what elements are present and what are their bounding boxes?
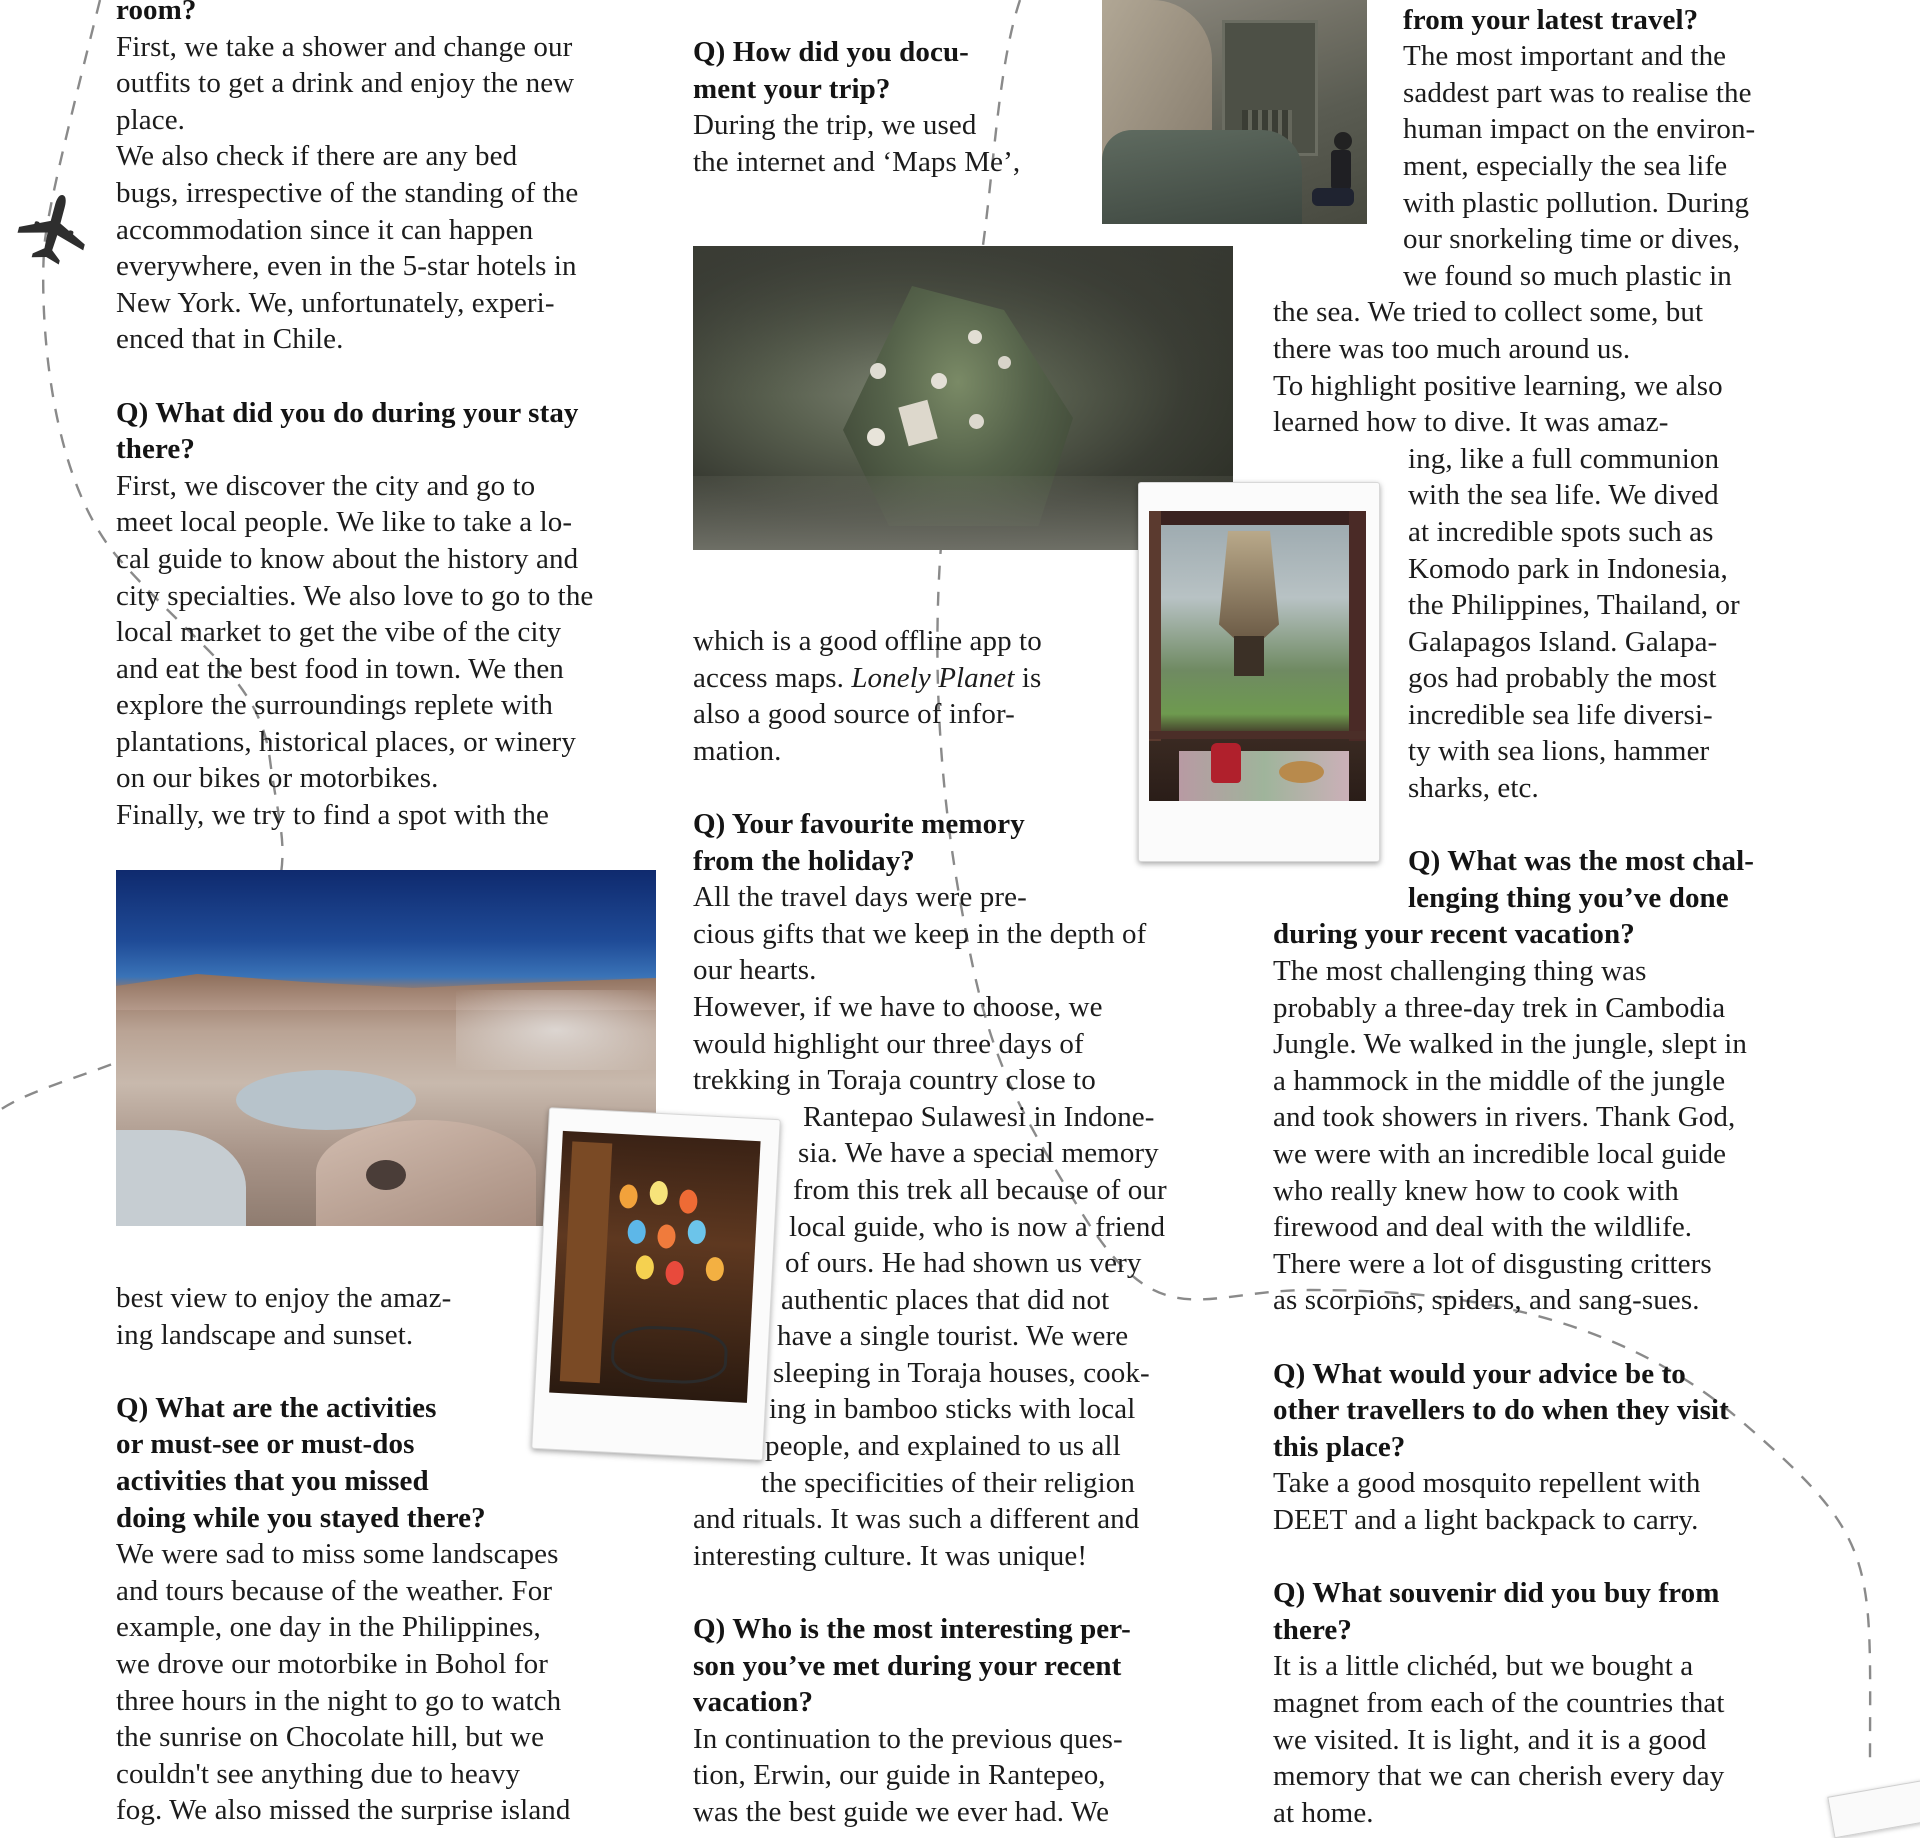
answer-line	[693, 1282, 1253, 1319]
answer-line	[693, 1721, 1253, 1758]
line-text: Rantepao Sulawesi in Indone-	[803, 1100, 1155, 1133]
line-text: Komodo park in Indonesia,	[1408, 552, 1728, 585]
answer-line	[1273, 221, 1833, 258]
line-text: Galapagos Island. Galapa-	[1408, 625, 1718, 658]
answer-line	[116, 468, 676, 505]
line-text: during your recent vacation?	[1273, 918, 1635, 951]
line-text: outfits to get a drink and enjoy the new	[116, 67, 575, 100]
answer-line	[1273, 331, 1833, 368]
line-text: was the best guide we ever had. We	[693, 1796, 1110, 1828]
paragraph-gap	[1273, 1319, 1833, 1356]
column-1-top	[116, 0, 676, 834]
airplane-icon	[14, 188, 94, 268]
line-text: memory that we can cherish every day	[1273, 1760, 1725, 1793]
line-text: or must-see or must-dos	[116, 1428, 415, 1461]
question-line	[1273, 1612, 1833, 1649]
answer-line	[693, 1391, 1253, 1428]
line-text: and took showers in rivers. Thank God,	[1273, 1101, 1736, 1134]
line-text: Q) What was the most chal-	[1408, 845, 1755, 878]
line-text: Q) Who is the most interesting per-	[693, 1613, 1131, 1646]
line-text: The most important and the	[1403, 40, 1727, 73]
answer-line	[693, 1794, 1253, 1831]
answer-line	[1273, 990, 1833, 1027]
photo-temple-ruins	[1102, 0, 1367, 224]
line-text: and eat the best food in town. We then	[116, 652, 564, 685]
paragraph-gap	[1273, 1539, 1833, 1576]
line-text: we found so much plastic in	[1403, 259, 1732, 292]
line-text: saddest part was to realise the	[1403, 76, 1752, 109]
answer-line	[1273, 1502, 1833, 1539]
line-text: cal guide to know about the history and	[116, 542, 579, 575]
line-text: plantations, historical places, or winery	[116, 725, 576, 758]
answer-line	[1273, 258, 1833, 295]
line-text: ing landscape and sunset.	[116, 1318, 414, 1351]
line-text: as scorpions, spiders, and sang-sues.	[1273, 1284, 1700, 1317]
line-text: son you’ve met during your recent	[693, 1649, 1122, 1682]
answer-line	[116, 1573, 676, 1610]
line-text: our snorkeling time or dives,	[1403, 223, 1741, 256]
line-text: who really knew how to cook with	[1273, 1174, 1679, 1207]
answer-line	[1273, 1758, 1833, 1795]
question-line	[116, 0, 676, 29]
answer-line	[116, 29, 676, 66]
line-text: Q) Your favourite memory	[693, 807, 1025, 840]
answer-line	[693, 107, 1133, 144]
line-text: city specialties. We also love to go to the	[116, 579, 594, 612]
answer-line	[116, 102, 676, 139]
answer-line	[116, 1756, 676, 1793]
answer-line	[1273, 1648, 1833, 1685]
line-text: DEET and a light backpack to carry.	[1273, 1503, 1699, 1536]
line-text: During the trip, we used	[693, 109, 977, 142]
line-text: at home.	[1273, 1796, 1374, 1829]
answer-line	[116, 1719, 676, 1756]
answer-line	[693, 952, 1253, 989]
line-text: In continuation to the previous ques-	[693, 1722, 1123, 1755]
answer-line	[116, 138, 676, 175]
line-text: there?	[1273, 1613, 1352, 1646]
line-text: this place?	[1273, 1430, 1406, 1463]
line-text: best view to enjoy the amaz-	[116, 1282, 452, 1314]
line-text: sleeping in Toraja houses, cook-	[773, 1356, 1150, 1389]
line-text: mation.	[693, 734, 782, 767]
line-text: people, and explained to us all	[765, 1430, 1121, 1463]
question-line	[1273, 880, 1833, 917]
answer-line	[693, 1209, 1253, 1246]
question-line	[693, 71, 1133, 108]
line-text: we drove our motorbike in Bohol for	[116, 1647, 548, 1680]
answer-line	[1273, 1722, 1833, 1759]
answer-line	[1273, 1465, 1833, 1502]
line-text: Jungle. We walked in the jungle, slept in	[1273, 1028, 1748, 1061]
line-text: It is a little clichéd, but we bought a	[1273, 1650, 1694, 1683]
question-line	[116, 395, 676, 432]
line-text: we visited. It is light, and it is a good	[1273, 1723, 1707, 1756]
line-text: example, one day in the Philippines,	[116, 1611, 541, 1644]
answer-line	[1273, 294, 1833, 331]
line-text: ing in bamboo sticks with local	[769, 1393, 1136, 1426]
line-text: magnet from each of the countries that	[1273, 1686, 1725, 1719]
answer-line	[693, 1245, 1253, 1282]
line-text: However, if we have to choose, we	[693, 990, 1103, 1023]
line-text: ment, especially the sea life	[1403, 149, 1728, 182]
line-text: firewood and deal with the wildlife.	[1273, 1211, 1693, 1244]
line-text: local market to get the vibe of the city	[116, 616, 562, 649]
answer-line	[1273, 1795, 1833, 1832]
line-text: also a good source of infor-	[693, 698, 1015, 731]
line-text: cious gifts that we keep in the depth of	[693, 917, 1147, 950]
answer-line	[1273, 404, 1833, 441]
line-text: meet local people. We like to take a lo-	[116, 506, 573, 539]
answer-line	[693, 916, 1253, 953]
line-text: the Philippines, Thailand, or	[1408, 589, 1740, 622]
answer-line	[116, 614, 676, 651]
answer-line	[1273, 1246, 1833, 1283]
answer-line	[116, 504, 676, 541]
column-2-top	[693, 34, 1133, 180]
question-line	[1273, 1429, 1833, 1466]
line-text: To highlight positive learning, we also	[1273, 369, 1723, 402]
answer-line	[1273, 953, 1833, 990]
line-text: trekking in Toraja country close to	[693, 1064, 1096, 1097]
line-text: there was too much around us.	[1273, 332, 1631, 365]
line-text: is	[1014, 661, 1042, 694]
line-text: the sea. We tried to collect some, but	[1273, 296, 1704, 329]
line-text: there?	[116, 433, 195, 466]
line-text: a hammock in the middle of the jungle	[1273, 1064, 1726, 1097]
paragraph-gap	[693, 1574, 1253, 1611]
line-text: probably a three-day trek in Cambodia	[1273, 991, 1726, 1024]
column-3	[1273, 0, 1833, 1831]
line-text: Finally, we try to find a spot with the	[116, 799, 549, 832]
answer-line	[693, 1465, 1253, 1502]
line-text: with plastic pollution. During	[1403, 186, 1750, 219]
question-line	[693, 1684, 1253, 1721]
answer-line	[116, 541, 676, 578]
answer-line	[693, 1538, 1253, 1575]
answer-line	[1273, 368, 1833, 405]
line-text: of ours. He had shown us very	[785, 1247, 1142, 1280]
line-text: doing while you stayed there?	[116, 1501, 486, 1534]
line-text: bugs, irrespective of the standing of the	[116, 176, 579, 209]
line-text: The most challenging thing was	[1273, 955, 1647, 988]
line-text: from the holiday?	[693, 844, 915, 877]
answer-line	[116, 724, 676, 761]
answer-line	[1273, 1173, 1833, 1210]
line-text: couldn't see anything due to heavy	[116, 1757, 521, 1790]
line-text: Q) What did you do during your stay	[116, 396, 579, 429]
answer-line	[116, 1792, 676, 1829]
publication-title: Lonely Planet	[851, 661, 1015, 694]
answer-line	[116, 321, 676, 358]
line-text: and tours because of the weather. For	[116, 1574, 553, 1607]
answer-line	[1273, 1282, 1833, 1319]
question-line	[1273, 916, 1833, 953]
line-text: which is a good offline app to	[693, 625, 1042, 657]
line-text: ment your trip?	[693, 72, 891, 105]
line-text: authentic places that did not	[781, 1283, 1110, 1316]
answer-line	[116, 1683, 676, 1720]
question-line	[693, 34, 1133, 71]
answer-line	[693, 144, 1133, 181]
polaroid-lanterns	[531, 1107, 781, 1461]
line-text: tion, Erwin, our guide in Rantepeo,	[693, 1759, 1106, 1792]
answer-line	[693, 1355, 1253, 1392]
answer-line	[693, 1062, 1253, 1099]
answer-line	[1273, 1685, 1833, 1722]
answer-line	[1273, 1063, 1833, 1100]
line-text: activities that you missed	[116, 1464, 429, 1497]
line-text: three hours in the night to go to watch	[116, 1684, 562, 1717]
line-text: would highlight our three days of	[693, 1027, 1084, 1060]
line-text: interesting culture. It was unique!	[693, 1539, 1088, 1572]
line-text: lenging thing you’ve done	[1408, 881, 1729, 914]
question-line	[1273, 1392, 1833, 1429]
line-text: access maps.	[693, 661, 852, 694]
line-text: at incredible spots such as	[1408, 515, 1714, 548]
answer-line	[116, 797, 676, 834]
line-text: There were a lot of disgusting critters	[1273, 1247, 1712, 1280]
question-line	[693, 1611, 1253, 1648]
line-text: have a single tourist. We were	[777, 1320, 1129, 1353]
line-text: vacation?	[693, 1686, 814, 1719]
question-line	[1273, 1575, 1833, 1612]
line-text: First, we discover the city and go to	[116, 469, 536, 502]
answer-line	[116, 1609, 676, 1646]
answer-line	[693, 1318, 1253, 1355]
polaroid-corner	[1827, 1776, 1920, 1838]
answer-line	[1273, 441, 1833, 478]
line-text: ing, like a full communion	[1408, 442, 1720, 475]
question-line	[1273, 1356, 1833, 1393]
line-text: We also check if there are any bed	[116, 140, 518, 173]
line-text: other travellers to do when they visit	[1273, 1394, 1729, 1427]
line-text: on our bikes or motorbikes.	[116, 762, 439, 795]
line-text: We were sad to miss some landscapes	[116, 1538, 559, 1571]
answer-line	[116, 651, 676, 688]
line-text: sia. We have a special memory	[798, 1137, 1159, 1170]
answer-line	[116, 687, 676, 724]
answer-line	[116, 212, 676, 249]
answer-line	[1273, 1209, 1833, 1246]
line-text: we were with an incredible local guide	[1273, 1138, 1727, 1170]
question-line	[116, 1500, 676, 1537]
line-text: New York. We, unfortunately, experi-	[116, 286, 555, 319]
answer-line	[693, 1026, 1253, 1063]
line-text: room?	[116, 0, 197, 26]
line-text: Take a good mosquito repellent with	[1273, 1467, 1701, 1500]
line-text: All the travel days were pre-	[693, 881, 1027, 914]
line-text: Q) How did you docu-	[693, 36, 969, 68]
line-text: enced that in Chile.	[116, 323, 344, 356]
line-text: incredible sea life diversi-	[1408, 698, 1713, 731]
answer-line	[693, 1757, 1253, 1794]
line-text: fog. We also missed the surprise island	[116, 1794, 571, 1827]
line-text: human impact on the environ-	[1403, 113, 1756, 146]
answer-line	[693, 1501, 1253, 1538]
answer-line	[693, 879, 1253, 916]
question-line	[693, 1648, 1253, 1685]
answer-line	[116, 1536, 676, 1573]
answer-line	[1273, 1136, 1833, 1173]
line-text: accommodation since it can happen	[116, 213, 534, 246]
line-text: explore the surroundings replete with	[116, 689, 553, 722]
question-line	[116, 1463, 676, 1500]
answer-line	[1273, 1026, 1833, 1063]
paragraph-gap	[116, 358, 676, 395]
line-text: First, we take a shower and change our	[116, 30, 573, 63]
answer-line	[116, 175, 676, 212]
answer-line	[116, 578, 676, 615]
polaroid-toraja-house	[1138, 482, 1380, 862]
line-text: the internet and ‘Maps Me’,	[693, 145, 1021, 178]
line-text: ty with sea lions, hammer	[1408, 735, 1710, 768]
line-text: with the sea life. We dived	[1408, 479, 1719, 512]
line-text: the specificities of their religion	[761, 1466, 1135, 1499]
question-line	[116, 431, 676, 468]
line-text: from your latest travel?	[1403, 3, 1699, 36]
line-text: sharks, etc.	[1408, 772, 1539, 805]
line-text: learned how to dive. It was amaz-	[1273, 406, 1669, 439]
line-text: local guide, who is now a friend	[789, 1210, 1166, 1243]
line-text: place.	[116, 103, 186, 136]
answer-line	[693, 1428, 1253, 1465]
answer-line	[116, 248, 676, 285]
answer-line	[116, 760, 676, 797]
answer-line	[693, 989, 1253, 1026]
line-text: Q) What are the activities	[116, 1391, 437, 1424]
answer-line	[116, 65, 676, 102]
answer-line	[116, 285, 676, 322]
answer-line	[116, 1646, 676, 1683]
line-text: and rituals. It was such a different and	[693, 1503, 1140, 1536]
line-text: our hearts.	[693, 954, 817, 987]
line-text: Q) What souvenir did you buy from	[1273, 1577, 1720, 1610]
answer-line	[1273, 1099, 1833, 1136]
line-text: the sunrise on Chocolate hill, but we	[116, 1721, 545, 1754]
line-text: from this trek all because of our	[793, 1173, 1167, 1206]
line-text: gos had probably the most	[1408, 662, 1717, 695]
line-text: Q) What would your advice be to	[1273, 1357, 1686, 1390]
line-text: everywhere, even in the 5-star hotels in	[116, 250, 577, 283]
